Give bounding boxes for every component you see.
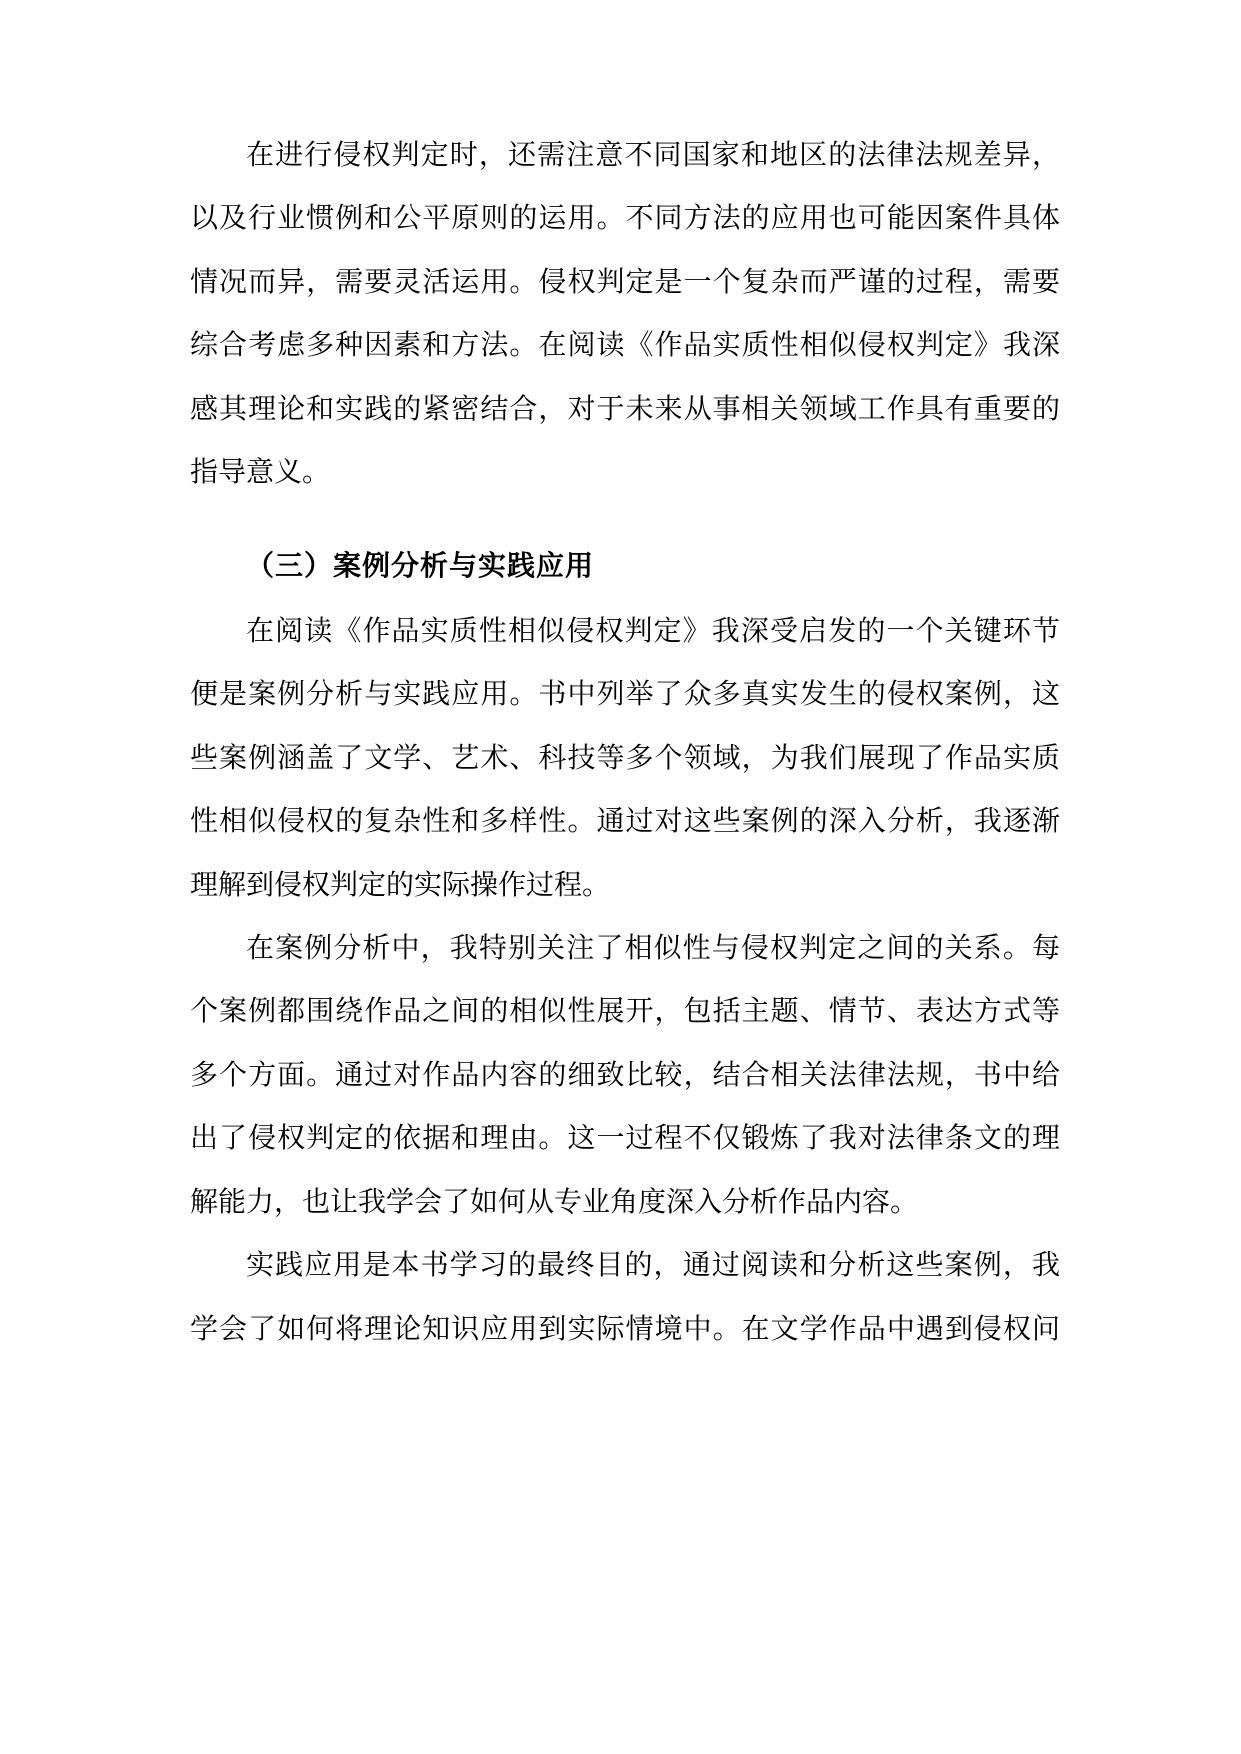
paragraph-3-line-2: 个案例都围绕作品之间的相似性展开，包括主题、情节、表达方式等	[190, 994, 1060, 1027]
paragraph-1-line-2: 以及行业惯例和公平原则的运用。不同方法的应用也可能因案件具体	[190, 201, 1060, 234]
paragraph-1-line-4: 综合考虑多种因素和方法。在阅读《作品实质性相似侵权判定》我深	[190, 328, 1060, 361]
paragraph-3-line-4: 出了侵权判定的依据和理由。这一过程不仅锻炼了我对法律条文的理	[190, 1121, 1060, 1154]
paragraph-2-line-3: 些案例涵盖了文学、艺术、科技等多个领域，为我们展现了作品实质	[190, 741, 1060, 774]
paragraph-4-line-1: 实践应用是本书学习的最终目的，通过阅读和分析这些案例，我	[246, 1248, 1060, 1281]
paragraph-3-line-1: 在案例分析中，我特别关注了相似性与侵权判定之间的关系。每	[246, 931, 1060, 964]
paragraph-2-line-4: 性相似侵权的复杂性和多样性。通过对这些案例的深入分析，我逐渐	[190, 804, 1060, 837]
paragraph-1-line-1: 在进行侵权判定时，还需注意不同国家和地区的法律法规差异，	[246, 138, 1060, 171]
paragraph-2-line-1: 在阅读《作品实质性相似侵权判定》我深受启发的一个关键环节	[246, 614, 1060, 647]
paragraph-3-line-5: 解能力，也让我学会了如何从专业角度深入分析作品内容。	[190, 1185, 919, 1218]
paragraph-1-line-6: 指导意义。	[190, 455, 331, 488]
paragraph-1-line-3: 情况而异，需要灵活运用。侵权判定是一个复杂而严谨的过程，需要	[190, 265, 1060, 298]
paragraph-3-line-3: 多个方面。通过对作品内容的细致比较，结合相关法律法规，书中给	[190, 1058, 1060, 1091]
paragraph-4-line-2: 学会了如何将理论知识应用到实际情境中。在文学作品中遇到侵权问	[190, 1312, 1060, 1345]
paragraph-2-line-5: 理解到侵权判定的实际操作过程。	[190, 868, 611, 901]
section-heading: （三）案例分析与实践应用	[246, 549, 595, 582]
paragraph-2-line-2: 便是案例分析与实践应用。书中列举了众多真实发生的侵权案例，这	[190, 677, 1060, 710]
paragraph-1-line-5: 感其理论和实践的紧密结合，对于未来从事相关领域工作具有重要的	[190, 392, 1060, 425]
